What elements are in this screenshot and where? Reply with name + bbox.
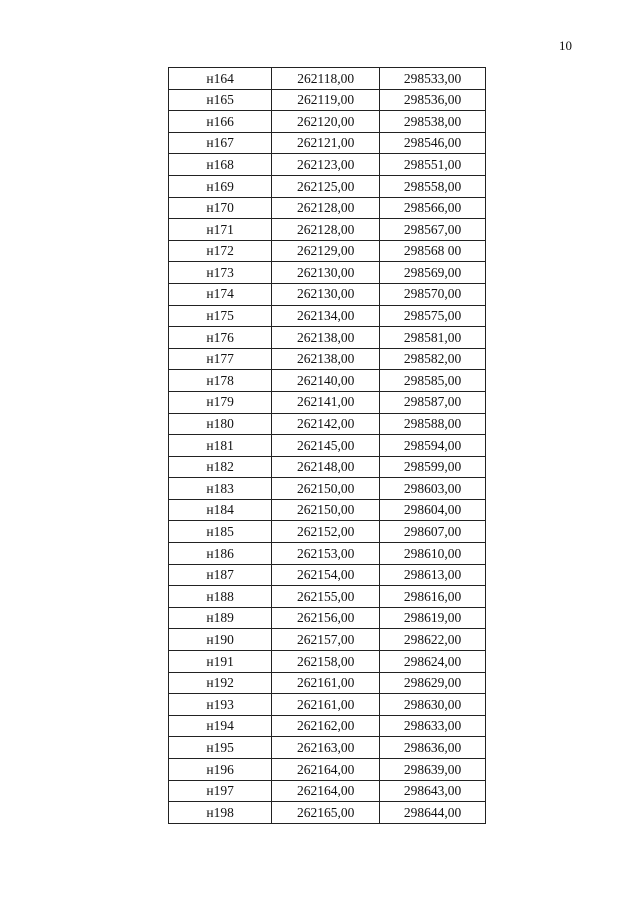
y-coordinate-cell: 298603,00 [380,478,486,500]
x-coordinate-cell: 262164,00 [272,759,380,781]
x-coordinate-cell: 262164,00 [272,780,380,802]
y-coordinate-cell: 298604,00 [380,499,486,521]
point-id-cell: н170 [169,197,272,219]
point-id-cell: н190 [169,629,272,651]
table-row [169,672,486,694]
point-id-cell: н165 [169,89,272,111]
page-number: 10 [559,38,572,53]
table-row [169,586,486,608]
x-coordinate-cell: 262119,00 [272,89,380,111]
x-coordinate-cell: 262128,00 [272,219,380,241]
point-id-cell: н166 [169,111,272,133]
x-coordinate-cell: 262152,00 [272,521,380,543]
x-coordinate-cell: 262162,00 [272,715,380,737]
y-coordinate-cell: 298546,00 [380,132,486,154]
x-coordinate-cell: 262165,00 [272,802,380,824]
x-coordinate-cell: 262156,00 [272,607,380,629]
x-coordinate-cell: 262123,00 [272,154,380,176]
x-coordinate-cell: 262158,00 [272,651,380,673]
y-coordinate-cell: 298622,00 [380,629,486,651]
point-id-cell: н182 [169,456,272,478]
table-row [169,780,486,802]
x-coordinate-cell: 262142,00 [272,413,380,435]
y-coordinate-cell: 298575,00 [380,305,486,327]
table-row [169,651,486,673]
point-id-cell: н197 [169,780,272,802]
y-coordinate-cell: 298619,00 [380,607,486,629]
x-coordinate-cell: 262134,00 [272,305,380,327]
table-row [169,370,486,392]
point-id-cell: н196 [169,759,272,781]
x-coordinate-cell: 262138,00 [272,348,380,370]
x-coordinate-cell: 262129,00 [272,240,380,262]
y-coordinate-cell: 298639,00 [380,759,486,781]
y-coordinate-cell: 298633,00 [380,715,486,737]
x-coordinate-cell: 262125,00 [272,175,380,197]
table-row [169,435,486,457]
point-id-cell: н188 [169,586,272,608]
x-coordinate-cell: 262150,00 [272,478,380,500]
point-id-cell: н175 [169,305,272,327]
point-id-cell: н179 [169,391,272,413]
y-coordinate-cell: 298582,00 [380,348,486,370]
x-coordinate-cell: 262155,00 [272,586,380,608]
table-row [169,759,486,781]
x-coordinate-cell: 262130,00 [272,283,380,305]
y-coordinate-cell: 298568 00 [380,240,486,262]
x-coordinate-cell: 262148,00 [272,456,380,478]
point-id-cell: н191 [169,651,272,673]
point-id-cell: н164 [169,68,272,90]
table-row [169,543,486,565]
table-row [169,68,486,90]
table-row [169,305,486,327]
table-row [169,715,486,737]
y-coordinate-cell: 298630,00 [380,694,486,716]
point-id-cell: н187 [169,564,272,586]
point-id-cell: н183 [169,478,272,500]
point-id-cell: н167 [169,132,272,154]
table-row [169,629,486,651]
x-coordinate-cell: 262161,00 [272,672,380,694]
table-row [169,327,486,349]
y-coordinate-cell: 298536,00 [380,89,486,111]
point-id-cell: н194 [169,715,272,737]
table-row [169,737,486,759]
x-coordinate-cell: 262145,00 [272,435,380,457]
point-id-cell: н195 [169,737,272,759]
table-row [169,89,486,111]
table-row [169,694,486,716]
table-row [169,240,486,262]
point-id-cell: н189 [169,607,272,629]
y-coordinate-cell: 298624,00 [380,651,486,673]
y-coordinate-cell: 298599,00 [380,456,486,478]
point-id-cell: н185 [169,521,272,543]
table-row [169,499,486,521]
y-coordinate-cell: 298581,00 [380,327,486,349]
x-coordinate-cell: 262120,00 [272,111,380,133]
table-row [169,175,486,197]
x-coordinate-cell: 262161,00 [272,694,380,716]
point-id-cell: н193 [169,694,272,716]
x-coordinate-cell: 262140,00 [272,370,380,392]
x-coordinate-cell: 262157,00 [272,629,380,651]
point-id-cell: н176 [169,327,272,349]
table-row [169,283,486,305]
y-coordinate-cell: 298585,00 [380,370,486,392]
x-coordinate-cell: 262138,00 [272,327,380,349]
y-coordinate-cell: 298588,00 [380,413,486,435]
point-id-cell: н171 [169,219,272,241]
y-coordinate-cell: 298616,00 [380,586,486,608]
coordinates-table-body [169,68,486,824]
point-id-cell: н198 [169,802,272,824]
x-coordinate-cell: 262128,00 [272,197,380,219]
table-row [169,391,486,413]
y-coordinate-cell: 298551,00 [380,154,486,176]
x-coordinate-cell: 262141,00 [272,391,380,413]
point-id-cell: н192 [169,672,272,694]
table-row [169,197,486,219]
table-row [169,262,486,284]
y-coordinate-cell: 298587,00 [380,391,486,413]
point-id-cell: н180 [169,413,272,435]
point-id-cell: н169 [169,175,272,197]
y-coordinate-cell: 298594,00 [380,435,486,457]
table-row [169,564,486,586]
x-coordinate-cell: 262130,00 [272,262,380,284]
table-row [169,521,486,543]
table-row [169,219,486,241]
y-coordinate-cell: 298538,00 [380,111,486,133]
coordinates-table [168,67,486,824]
y-coordinate-cell: 298566,00 [380,197,486,219]
table-row [169,132,486,154]
table-row [169,413,486,435]
point-id-cell: н173 [169,262,272,284]
point-id-cell: н177 [169,348,272,370]
point-id-cell: н168 [169,154,272,176]
x-coordinate-cell: 262163,00 [272,737,380,759]
point-id-cell: н181 [169,435,272,457]
y-coordinate-cell: 298643,00 [380,780,486,802]
y-coordinate-cell: 298610,00 [380,543,486,565]
table-row [169,607,486,629]
point-id-cell: н172 [169,240,272,262]
point-id-cell: н186 [169,543,272,565]
table-row [169,111,486,133]
point-id-cell: н184 [169,499,272,521]
point-id-cell: н174 [169,283,272,305]
table-row [169,154,486,176]
x-coordinate-cell: 262153,00 [272,543,380,565]
y-coordinate-cell: 298567,00 [380,219,486,241]
y-coordinate-cell: 298613,00 [380,564,486,586]
table-row [169,456,486,478]
x-coordinate-cell: 262121,00 [272,132,380,154]
y-coordinate-cell: 298636,00 [380,737,486,759]
x-coordinate-cell: 262150,00 [272,499,380,521]
x-coordinate-cell: 262154,00 [272,564,380,586]
table-row [169,348,486,370]
y-coordinate-cell: 298570,00 [380,283,486,305]
y-coordinate-cell: 298644,00 [380,802,486,824]
point-id-cell: н178 [169,370,272,392]
y-coordinate-cell: 298533,00 [380,68,486,90]
y-coordinate-cell: 298558,00 [380,175,486,197]
y-coordinate-cell: 298607,00 [380,521,486,543]
y-coordinate-cell: 298569,00 [380,262,486,284]
x-coordinate-cell: 262118,00 [272,68,380,90]
table-row [169,478,486,500]
table-row [169,802,486,824]
y-coordinate-cell: 298629,00 [380,672,486,694]
